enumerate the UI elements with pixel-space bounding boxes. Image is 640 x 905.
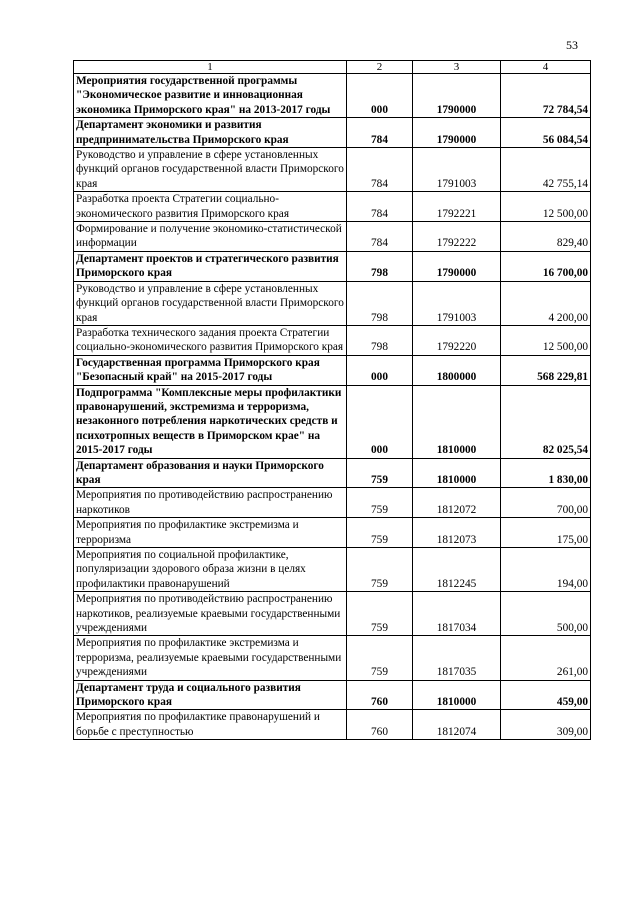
table-row [74,680,591,710]
row-ministry-code: 784 [347,148,413,192]
row-target-code: 1810000 [413,680,501,710]
table-row [74,385,591,458]
row-amount: 261,00 [501,636,591,680]
row-target-code: 1817035 [413,636,501,680]
row-amount: 175,00 [501,518,591,548]
row-target-code: 1790000 [413,118,501,148]
table-row [74,548,591,592]
row-name: Мероприятия по профилактике экстремизма и терроризма, реализуемые краевыми государственными учреждениями [74,636,347,680]
row-ministry-code: 000 [347,74,413,118]
row-target-code: 1810000 [413,385,501,458]
row-name: Мероприятия государственной программы "Экономическое развитие и инновационная экономика Приморского края" на 2013-2017 годы [74,74,347,118]
row-ministry-code: 000 [347,355,413,385]
column-header-3: 3 [413,61,501,74]
row-ministry-code: 798 [347,281,413,325]
table-row [74,488,591,518]
row-ministry-code: 784 [347,222,413,252]
column-header-1: 1 [74,61,347,74]
row-amount: 568 229,81 [501,355,591,385]
row-amount: 16 700,00 [501,251,591,281]
column-header-2: 2 [347,61,413,74]
table-header-row [74,61,591,74]
row-name: Мероприятия по противодействию распространению наркотиков [74,488,347,518]
row-amount: 42 755,14 [501,148,591,192]
row-name: Формирование и получение экономико-статистической информации [74,222,347,252]
table-row [74,325,591,355]
row-name: Руководство и управление в сфере установленных функций органов государственной власти Приморского края [74,148,347,192]
row-amount: 82 025,54 [501,385,591,458]
row-target-code: 1812245 [413,548,501,592]
row-name: Департамент труда и социального развития Приморского края [74,680,347,710]
row-target-code: 1812073 [413,518,501,548]
row-amount: 72 784,54 [501,74,591,118]
row-target-code: 1790000 [413,251,501,281]
table-row [74,118,591,148]
row-target-code: 1812074 [413,710,501,740]
row-amount: 12 500,00 [501,325,591,355]
row-name: Государственная программа Приморского края "Безопасный край" на 2015-2017 годы [74,355,347,385]
row-ministry-code: 784 [347,118,413,148]
row-ministry-code: 759 [347,548,413,592]
row-name: Департамент проектов и стратегического развития Приморского края [74,251,347,281]
row-ministry-code: 759 [347,592,413,636]
row-target-code: 1792220 [413,325,501,355]
row-amount: 459,00 [501,680,591,710]
row-ministry-code: 759 [347,488,413,518]
page-number: 53 [566,38,578,52]
table-row [74,222,591,252]
row-amount: 500,00 [501,592,591,636]
row-name: Разработка технического задания проекта Стратегии социально-экономического развития Приморского края [74,325,347,355]
table-row [74,636,591,680]
budget-table [73,60,591,740]
row-ministry-code: 759 [347,636,413,680]
table-row [74,281,591,325]
row-target-code: 1792222 [413,222,501,252]
row-amount: 4 200,00 [501,281,591,325]
row-amount: 194,00 [501,548,591,592]
row-target-code: 1790000 [413,74,501,118]
table-row [74,148,591,192]
row-name: Подпрограмма "Комплексные меры профилактики правонарушений, экстремизма и терроризма, незаконного потребления наркотических средств и психотропных веществ в Приморском крае" на 2015-2017 годы [74,385,347,458]
row-ministry-code: 759 [347,518,413,548]
row-amount: 829,40 [501,222,591,252]
row-ministry-code: 798 [347,251,413,281]
table-body [74,74,591,740]
row-amount: 309,00 [501,710,591,740]
row-name: Департамент экономики и развития предпринимательства Приморского края [74,118,347,148]
row-target-code: 1812072 [413,488,501,518]
row-amount: 56 084,54 [501,118,591,148]
row-name: Руководство и управление в сфере установленных функций органов государственной власти Приморского края [74,281,347,325]
row-name: Мероприятия по противодействию распространению наркотиков, реализуемые краевыми государственными учреждениями [74,592,347,636]
row-amount: 12 500,00 [501,192,591,222]
row-name: Мероприятия по профилактике правонарушений и борьбе с преступностью [74,710,347,740]
row-target-code: 1810000 [413,458,501,488]
column-header-4: 4 [501,61,591,74]
table-row [74,710,591,740]
row-target-code: 1791003 [413,281,501,325]
table-row [74,592,591,636]
table-row [74,251,591,281]
table-row [74,74,591,118]
row-target-code: 1791003 [413,148,501,192]
row-ministry-code: 760 [347,710,413,740]
row-amount: 700,00 [501,488,591,518]
row-ministry-code: 760 [347,680,413,710]
row-name: Разработка проекта Стратегии социально-экономического развития Приморского края [74,192,347,222]
row-amount: 1 830,00 [501,458,591,488]
row-ministry-code: 784 [347,192,413,222]
row-ministry-code: 798 [347,325,413,355]
row-name: Мероприятия по профилактике экстремизма и терроризма [74,518,347,548]
row-ministry-code: 000 [347,385,413,458]
table-row [74,192,591,222]
row-target-code: 1792221 [413,192,501,222]
table-row [74,355,591,385]
row-name: Мероприятия по социальной профилактике, популяризации здорового образа жизни в целях профилактики правонарушений [74,548,347,592]
table-row [74,458,591,488]
table-row [74,518,591,548]
row-name: Департамент образования и науки Приморского края [74,458,347,488]
row-target-code: 1817034 [413,592,501,636]
row-target-code: 1800000 [413,355,501,385]
row-ministry-code: 759 [347,458,413,488]
